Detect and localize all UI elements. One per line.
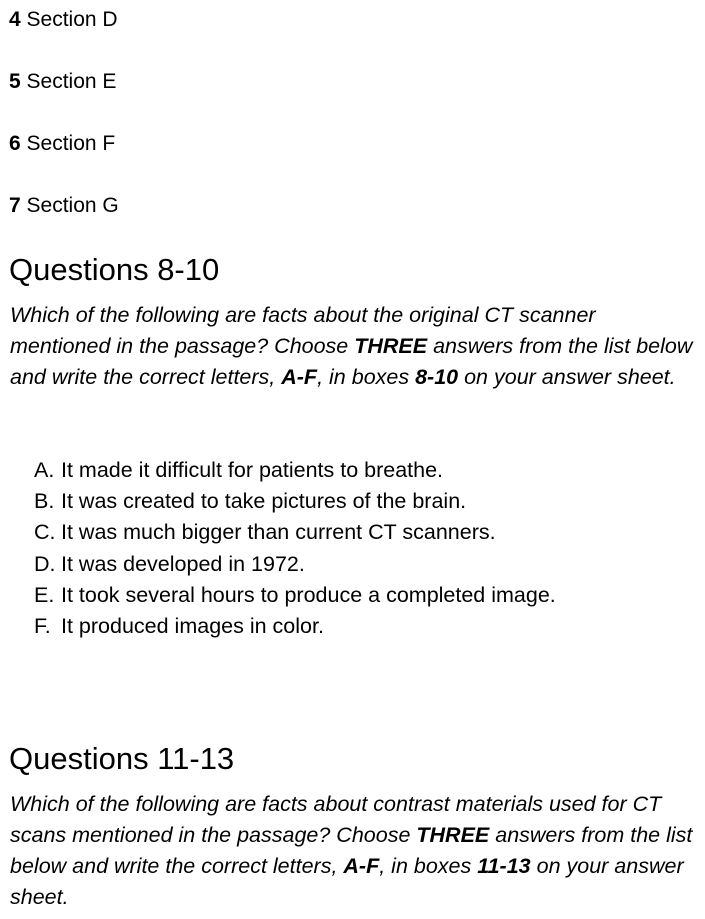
option-letter: B. (34, 489, 55, 514)
answer-option (34, 549, 556, 580)
section-label: Section D (26, 8, 118, 31)
option-text: It was developed in 1972. (61, 551, 305, 576)
section-number: 5 (9, 70, 21, 93)
answer-options-list (34, 455, 556, 642)
section-list-item (9, 132, 115, 156)
option-text: It produced images in color. (61, 613, 324, 638)
section-label: Section E (26, 70, 117, 93)
section-label: Section G (26, 194, 119, 217)
instr-emphasis: A-F (343, 854, 380, 878)
instr-emphasis: THREE (416, 823, 490, 847)
section-list-item (9, 194, 119, 218)
instr-text: Which of the following are facts about contrast materials used for CT scans mentioned in the passage? Choose (10, 792, 662, 847)
answer-option (34, 486, 556, 517)
questions-8-10-heading: Questions 8-10 (9, 252, 220, 287)
instr-text: on your answer sheet. (458, 365, 676, 389)
questions-11-13-heading: Questions 11-13 (9, 741, 235, 776)
instr-text: Which of the following are facts about the original CT scanner mentioned in the passage? Choose (10, 303, 596, 358)
questions-8-10-instructions (10, 300, 700, 393)
instr-emphasis: 11-13 (477, 854, 531, 878)
answer-option (34, 517, 556, 548)
option-letter: D. (34, 551, 56, 576)
instr-emphasis: 8-10 (415, 365, 459, 389)
option-letter: C. (34, 520, 56, 545)
instr-text: answers from the list below and write the correct letters, (10, 334, 693, 389)
answer-option (34, 455, 556, 486)
instr-text: , in boxes (317, 365, 416, 389)
instr-text: , in boxes (379, 854, 478, 878)
option-text: It made it difficult for patients to breathe. (61, 458, 444, 482)
option-text: It was much bigger than current CT scanners. (61, 520, 496, 545)
questions-11-13-instructions (10, 789, 700, 913)
section-label: Section F (26, 132, 116, 155)
section-list-item (9, 70, 116, 94)
section-number: 6 (9, 132, 21, 155)
option-text: It was created to take pictures of the brain. (61, 489, 467, 514)
option-letter: A. (34, 458, 55, 482)
instr-text: on your answer sheet. (10, 854, 684, 909)
instr-emphasis: A-F (281, 365, 318, 389)
option-letter: F. (34, 613, 51, 638)
option-text: It took several hours to produce a completed image. (61, 582, 556, 607)
section-number: 4 (9, 8, 21, 31)
section-list-item (9, 8, 118, 32)
answer-option (34, 611, 556, 642)
section-number: 7 (9, 194, 21, 217)
option-letter: E. (34, 582, 55, 607)
answer-option (34, 580, 556, 611)
instr-emphasis: THREE (354, 334, 428, 358)
instr-text: answers from the list below and write the correct letters, (10, 823, 693, 878)
